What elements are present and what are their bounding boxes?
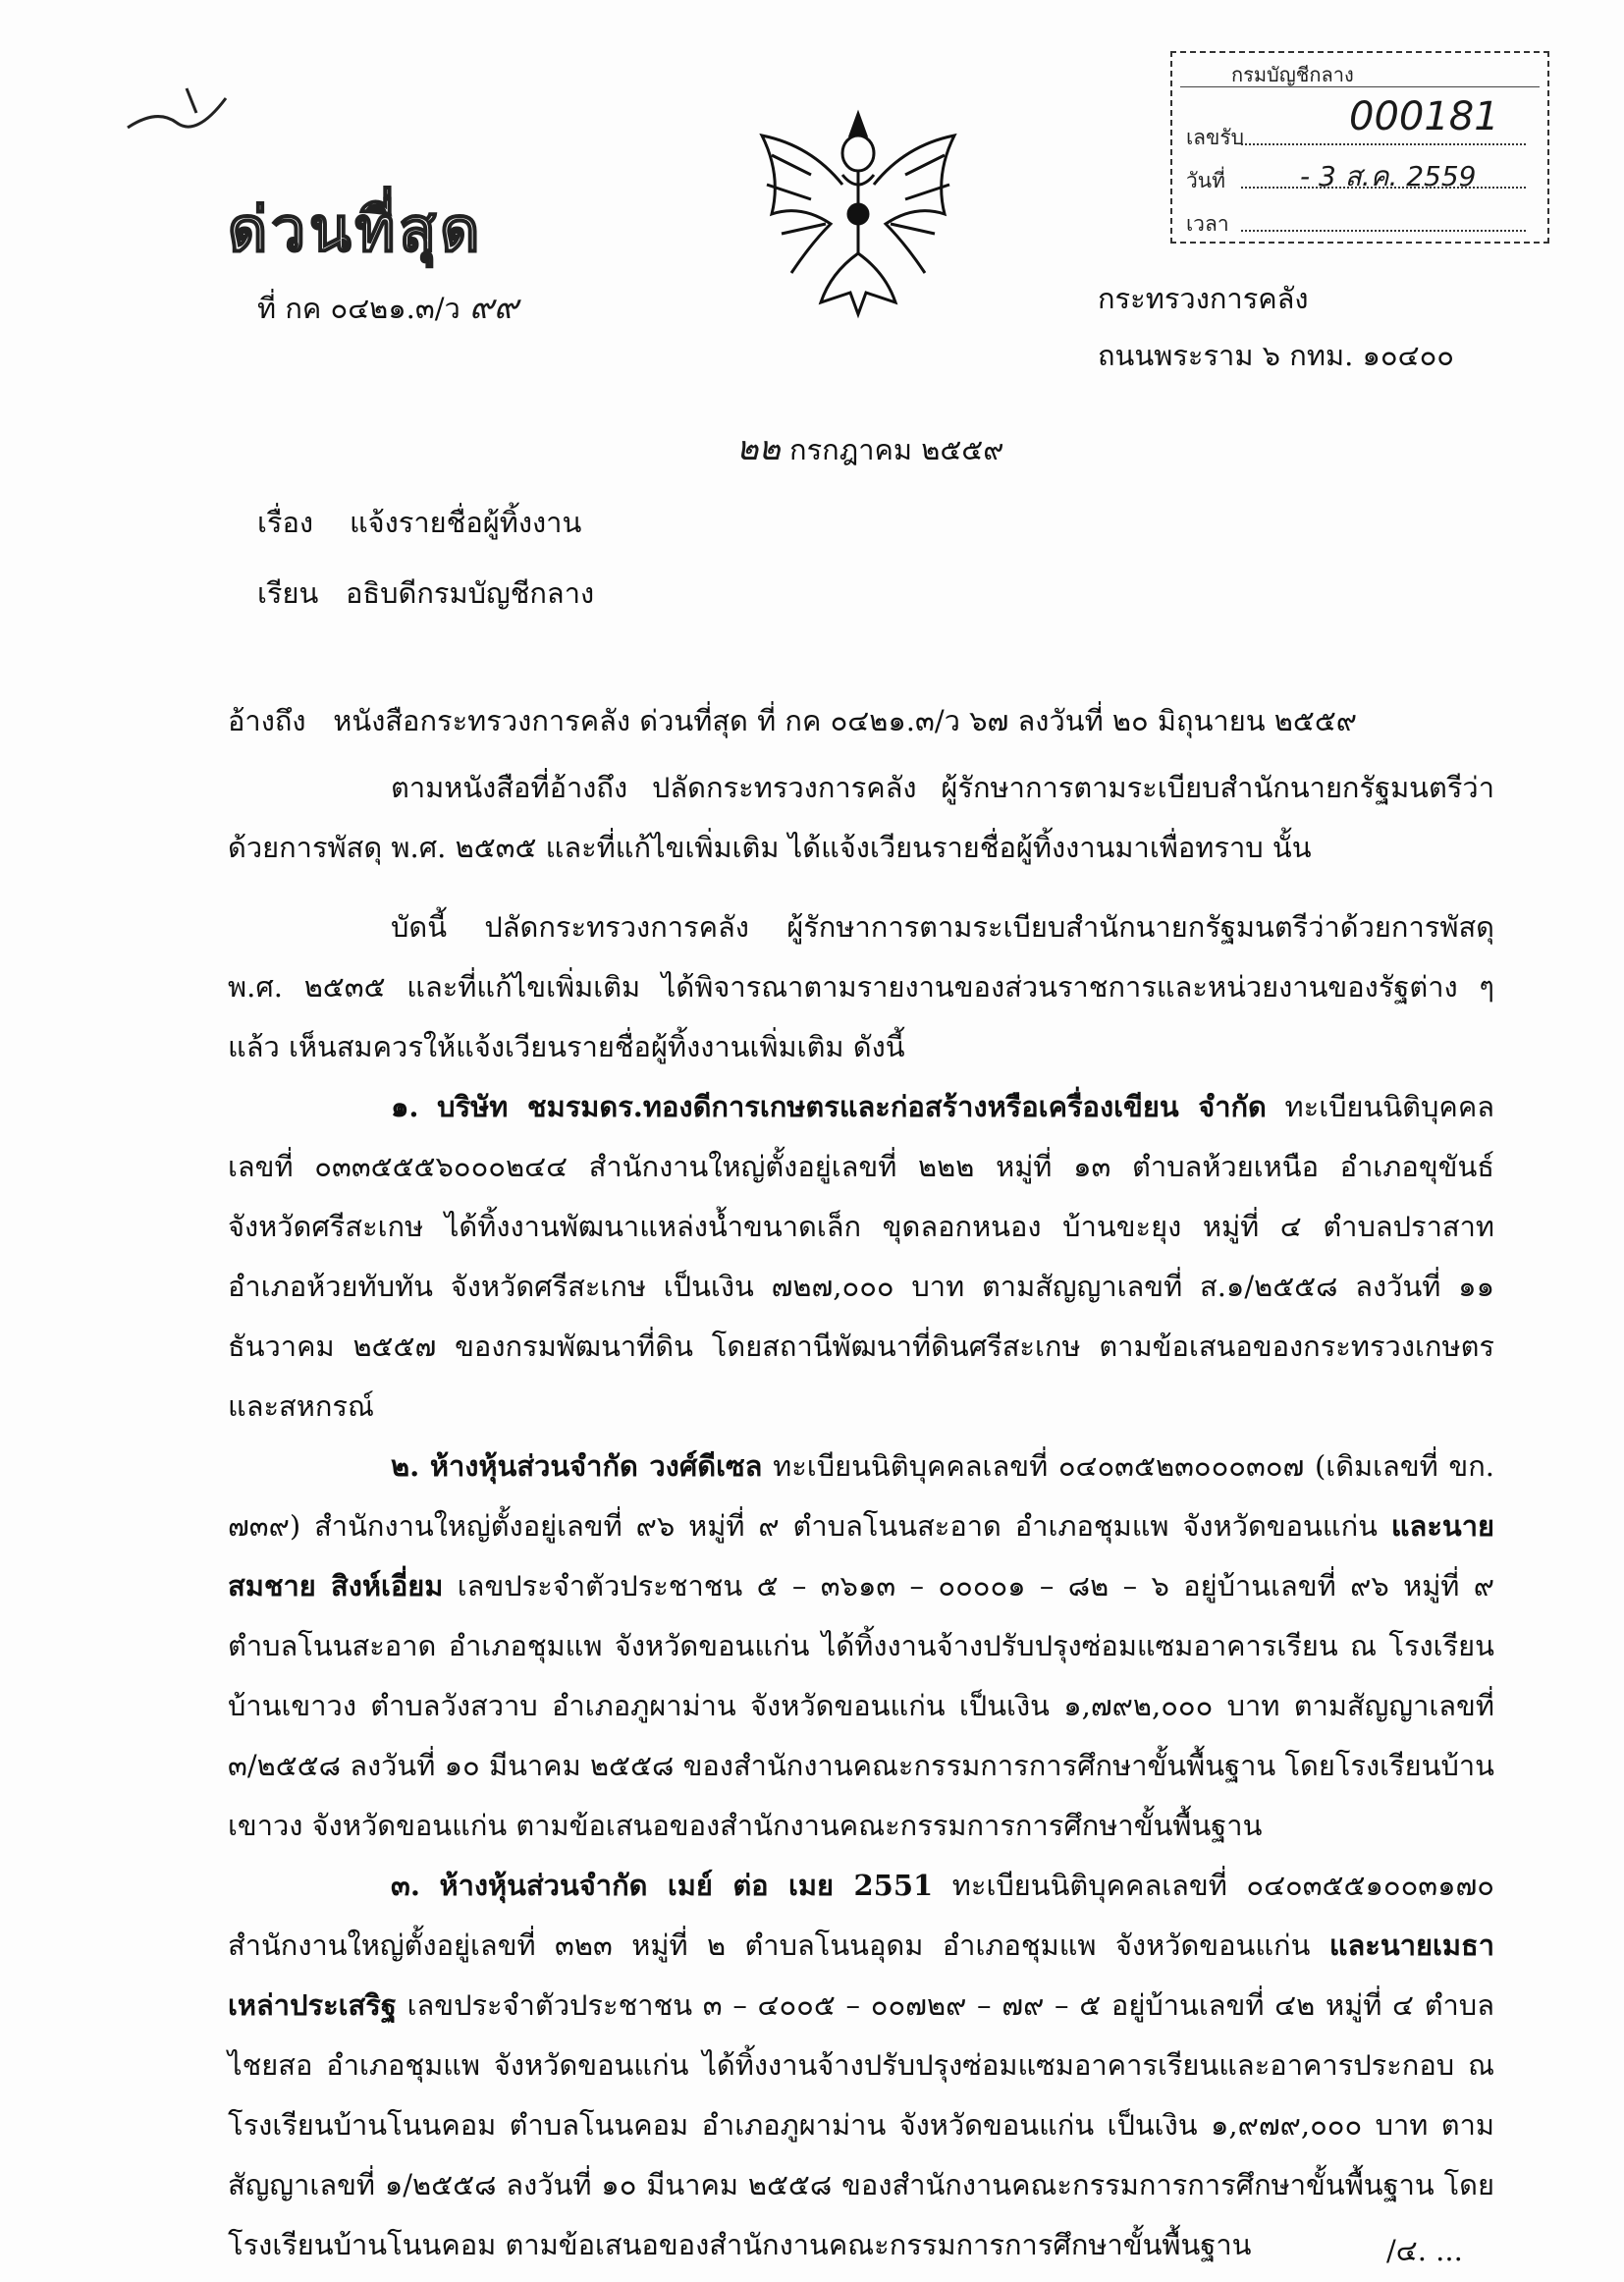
letter-body bbox=[228, 758, 1494, 2275]
item-3-text-b: เลขประจำตัวประชาชน ๓ – ๔๐๐๕ – ๐๐๗๒๙ – ๗๙ – ๕ อยู่บ้านเลขที่ ๔๒ หมู่ที่ ๔ ตำบลไชยสอ อำเภอชุมแพ จังหวัดขอนแก่น ได้ทิ้งงานจ้างปรับปรุงซ่อมแซมอาคารเรียนและอาคารประกอบ ณ โรงเรียนบ้านโนนคอม ตำบลโนนคอม อำเภอภูผาม่าน จังหวัดขอนแก่น เป็นเงิน ๑,๙๗๙,๐๐๐ บาท ตามสัญญาเลขที่ ๑/๒๕๕๘ ลงวันที่ ๑๐ มีนาคม ๒๕๕๘ ของสำนักงานคณะกรรมการการศึกษาขั้นพื้นฐาน โดยโรงเรียนบ้านโนนคอม ตามข้อเสนอของสำนักงานคณะกรรมการการศึกษาขั้นพื้นฐาน bbox=[228, 1988, 1494, 2261]
recipient-text: อธิบดีกรมบัญชีกลาง bbox=[345, 576, 595, 610]
stamp-date: - 3 ส.ค. 2559 bbox=[1300, 160, 1477, 192]
item-2 bbox=[228, 1437, 1494, 1856]
item-2-name: ห้างหุ้นส่วนจำกัด วงศ์ดีเซล bbox=[429, 1449, 763, 1483]
item-2-number: ๒. bbox=[391, 1449, 420, 1483]
recipient-label: เรียน bbox=[257, 576, 319, 610]
page-continuation: /๔. ... bbox=[1386, 2234, 1463, 2267]
item-2-name-2: และนายสมชาย สิงห์เอี่ยม bbox=[228, 1509, 1494, 1603]
item-1 bbox=[228, 1077, 1494, 1437]
reference bbox=[228, 704, 1358, 737]
urgency-stamp: ด่วนที่สุด bbox=[228, 193, 484, 265]
letter-date: ๒๒ กรกฎาคม ๒๕๕๙ bbox=[736, 429, 1004, 468]
subject bbox=[257, 506, 582, 539]
stamp-date-label: วันที่ bbox=[1186, 169, 1225, 192]
stamp-time-label: เวลา bbox=[1186, 212, 1229, 236]
stamp-office: กรมบัญชีกลาง bbox=[1231, 63, 1354, 86]
item-3 bbox=[228, 1856, 1494, 2275]
reference-label: อ้างถึง bbox=[228, 704, 306, 737]
item-2-text-a: ทะเบียนนิติบุคคลเลขที่ ๐๔๐๓๕๒๓๐๐๐๓๐๗ (เดิมเลขที่ ขก. ๗๓๙) สำนักงานใหญ่ตั้งอยู่เลขที่ ๙๖ หมู่ที่ ๙ ตำบลโนนสะอาด อำเภอชุมแพ จังหวัดขอนแก่น bbox=[228, 1449, 1495, 1543]
item-2-text-b: เลขประจำตัวประชาชน ๕ – ๓๖๑๓ – ๐๐๐๐๑ – ๘๒ – ๖ อยู่บ้านเลขที่ ๙๖ หมู่ที่ ๙ ตำบลโนนสะอาด อำเภอชุมแพ จังหวัดขอนแก่น ได้ทิ้งงานจ้างปรับปรุงซ่อมแซมอาคารเรียน ณ โรงเรียนบ้านเขาวง ตำบลวังสวาบ อำเภอภูผาม่าน จังหวัดขอนแก่น เป็นเงิน ๑,๗๙๒,๐๐๐ บาท ตามสัญญาเลขที่ ๓/๒๕๕๘ ลงวันที่ ๑๐ มีนาคม ๒๕๕๘ ของสำนักงานคณะกรรมการการศึกษาขั้นพื้นฐาน โดยโรงเรียนบ้านเขาวง จังหวัดขอนแก่น ตามข้อเสนอของสำนักงานคณะกรรมการการศึกษาขั้นพื้นฐาน bbox=[228, 1569, 1495, 1842]
date-day-handwritten: ๒๒ bbox=[736, 429, 781, 468]
item-3-number: ๓. bbox=[391, 1869, 420, 1902]
document-number-handwritten: ๙๙ bbox=[469, 288, 518, 327]
stamp-receipt-no: 000181 bbox=[1349, 94, 1499, 139]
recipient bbox=[257, 576, 595, 610]
item-1-name: บริษัท ชมรมดร.ทองดีการเกษตรและก่อสร้างหรือเครื่องเขียน จำกัด bbox=[437, 1090, 1267, 1123]
item-3-name-2: และนายเมธา เหล่าประเสริฐ bbox=[228, 1929, 1494, 2022]
document-number: ที่ กค ๐๔๒๑.๓/ว ๙๙ bbox=[257, 288, 518, 327]
subject-label: เรื่อง bbox=[257, 506, 314, 539]
subject-text: แจ้งรายชื่อผู้ทิ้งงาน bbox=[349, 506, 582, 539]
garuda-emblem-icon bbox=[752, 106, 964, 322]
paragraph-2: บัดนี้ ปลัดกระทรวงการคลัง ผู้รักษาการตามระเบียบสำนักนายกรัฐมนตรีว่าด้วยการพัสดุ พ.ศ. ๒๕๓๕ และที่แก้ไขเพิ่มเติม ได้พิจารณาตามรายงานของส่วนราชการและหน่วยงานของรัฐต่าง ๆ แล้ว เห็นสมควรให้แจ้งเวียนรายชื่อผู้ทิ้งงานเพิ่มเติม ดังนี้ bbox=[228, 910, 1494, 1063]
sender-ministry: กระทรวงการคลัง bbox=[1098, 282, 1309, 315]
item-3-text-a: ทะเบียนนิติบุคคลเลขที่ ๐๔๐๓๕๕๑๐๐๓๑๗๐ สำนักงานใหญ่ตั้งอยู่เลขที่ ๓๒๓ หมู่ที่ ๒ ตำบลโนนอุดม อำเภอชุมแพ จังหวัดขอนแก่น bbox=[228, 1869, 1495, 1962]
item-1-text: ทะเบียนนิติบุคคลเลขที่ ๐๓๓๕๕๕๖๐๐๐๒๔๔ สำนักงานใหญ่ตั้งอยู่เลขที่ ๒๒๒ หมู่ที่ ๑๓ ตำบลห้วยเหนือ อำเภอขุขันธ์ จังหวัดศรีสะเกษ ได้ทิ้งงานพัฒนาแหล่งน้ำขนาดเล็ก ขุดลอกหนอง บ้านขะยุง หมู่ที่ ๔ ตำบลปราสาท อำเภอห้วยทับทัน จังหวัดศรีสะเกษ เป็นเงิน ๗๒๗,๐๐๐ บาท ตามสัญญาเลขที่ ส.๑/๒๕๕๘ ลงวันที่ ๑๑ ธันวาคม ๒๕๕๗ ของกรมพัฒนาที่ดิน โดยสถานีพัฒนาที่ดินศรีสะเกษ ตามข้อเสนอของกระทรวงเกษตรและสหกรณ์ bbox=[228, 1090, 1494, 1423]
reference-text: หนังสือกระทรวงการคลัง ด่วนที่สุด ที่ กค ๐๔๒๑.๓/ว ๖๗ ลงวันที่ ๒๐ มิถุนายน ๒๕๕๙ bbox=[333, 704, 1358, 737]
handwritten-mark bbox=[118, 79, 236, 147]
sender-address: ถนนพระราม ๖ กทม. ๑๐๔๐๐ bbox=[1098, 339, 1454, 372]
item-1-number: ๑. bbox=[391, 1090, 419, 1123]
stamp-receipt-no-label: เลขรับ bbox=[1186, 126, 1245, 149]
paragraph-1: ตามหนังสือที่อ้างถึง ปลัดกระทรวงการคลัง ผู้รักษาการตามระเบียบสำนักนายกรัฐมนตรีว่าด้วยการพัสดุ พ.ศ. ๒๕๓๕ และที่แก้ไขเพิ่มเติม ได้แจ้งเวียนรายชื่อผู้ทิ้งงานมาเพื่อทราบ นั้น bbox=[228, 771, 1494, 864]
receipt-stamp bbox=[1170, 51, 1549, 244]
item-3-name: ห้างหุ้นส่วนจำกัด เมย์ ต่อ เมย 2551 bbox=[439, 1869, 934, 1902]
